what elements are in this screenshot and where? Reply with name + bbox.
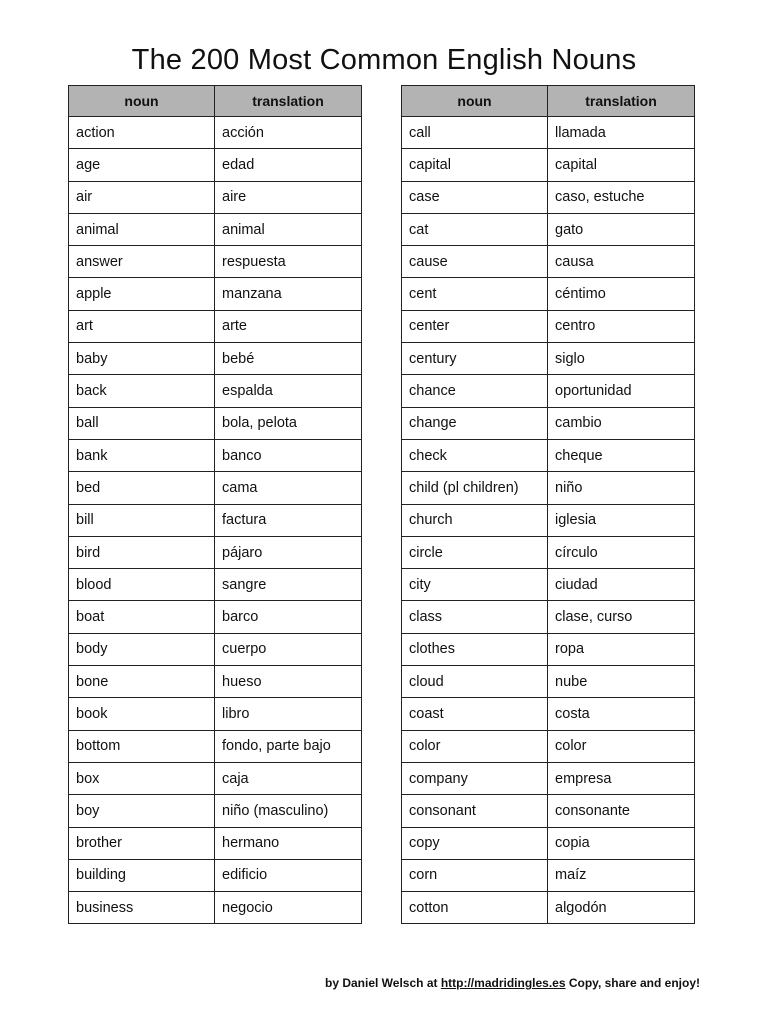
translation-cell: capital [548,149,695,181]
translation-cell: consonante [548,795,695,827]
table-row [402,310,695,342]
translation-cell: céntimo [548,278,695,310]
table-row [402,795,695,827]
noun-cell: bird [69,536,215,568]
noun-cell: class [402,601,548,633]
noun-cell: body [69,633,215,665]
table-row [402,762,695,794]
noun-cell: bank [69,439,215,471]
noun-cell: building [69,859,215,891]
table-row [402,827,695,859]
table-row [402,698,695,730]
noun-cell: air [69,181,215,213]
translation-cell: animal [215,213,362,245]
table-row [69,278,362,310]
table-row [69,536,362,568]
translation-cell: niño (masculino) [215,795,362,827]
table-row [402,730,695,762]
noun-cell: case [402,181,548,213]
translation-cell: cuerpo [215,633,362,665]
translation-cell: copia [548,827,695,859]
table-row [69,569,362,601]
noun-cell: check [402,439,548,471]
noun-cell: boy [69,795,215,827]
noun-cell: boat [69,601,215,633]
noun-cell: bottom [69,730,215,762]
noun-cell: corn [402,859,548,891]
table-row [402,439,695,471]
translation-header: translation [548,86,695,117]
table-row [69,117,362,149]
table-row [69,181,362,213]
table-row [402,117,695,149]
table-row [402,149,695,181]
noun-cell: cloud [402,666,548,698]
noun-table-left [68,85,362,924]
table-row [69,407,362,439]
noun-cell: business [69,892,215,924]
noun-cell: color [402,730,548,762]
translation-cell: libro [215,698,362,730]
table-row [69,472,362,504]
translation-cell: edad [215,149,362,181]
translation-cell: causa [548,246,695,278]
noun-cell: blood [69,569,215,601]
translation-cell: iglesia [548,504,695,536]
noun-cell: age [69,149,215,181]
table-row [69,149,362,181]
table-header-row [402,86,695,117]
noun-cell: cause [402,246,548,278]
translation-cell: nube [548,666,695,698]
noun-cell: apple [69,278,215,310]
table-row [402,536,695,568]
translation-cell: factura [215,504,362,536]
translation-cell: ciudad [548,569,695,601]
noun-cell: clothes [402,633,548,665]
translation-cell: clase, curso [548,601,695,633]
table-row [69,859,362,891]
translation-cell: cambio [548,407,695,439]
noun-cell: brother [69,827,215,859]
noun-cell: box [69,762,215,794]
table-row [69,827,362,859]
translation-header: translation [215,86,362,117]
noun-cell: art [69,310,215,342]
noun-header: noun [402,86,548,117]
table-row [402,859,695,891]
noun-cell: call [402,117,548,149]
table-row [402,343,695,375]
translation-cell: edificio [215,859,362,891]
translation-cell: hermano [215,827,362,859]
translation-cell: oportunidad [548,375,695,407]
translation-cell: barco [215,601,362,633]
noun-cell: coast [402,698,548,730]
table-row [402,504,695,536]
table-row [69,213,362,245]
translation-cell: hueso [215,666,362,698]
noun-cell: back [69,375,215,407]
noun-header: noun [69,86,215,117]
table-row [69,246,362,278]
noun-cell: circle [402,536,548,568]
noun-cell: bed [69,472,215,504]
noun-cell: century [402,343,548,375]
table-body [69,117,362,924]
table-row [402,569,695,601]
translation-cell: manzana [215,278,362,310]
table-row [402,892,695,924]
translation-cell: color [548,730,695,762]
noun-cell: answer [69,246,215,278]
translation-cell: acción [215,117,362,149]
translation-cell: banco [215,439,362,471]
noun-cell: ball [69,407,215,439]
translation-cell: bola, pelota [215,407,362,439]
table-row [69,892,362,924]
table-row [69,666,362,698]
translation-cell: gato [548,213,695,245]
table-row [402,666,695,698]
noun-cell: city [402,569,548,601]
table-row [402,278,695,310]
noun-cell: copy [402,827,548,859]
translation-cell: espalda [215,375,362,407]
noun-cell: capital [402,149,548,181]
noun-cell: baby [69,343,215,375]
table-row [402,472,695,504]
footer-suffix: Copy, share and enjoy! [565,976,700,990]
noun-cell: center [402,310,548,342]
translation-cell: aire [215,181,362,213]
table-row [69,343,362,375]
translation-cell: siglo [548,343,695,375]
noun-cell: action [69,117,215,149]
noun-cell: chance [402,375,548,407]
table-row [69,730,362,762]
noun-cell: book [69,698,215,730]
table-row [69,633,362,665]
translation-cell: cheque [548,439,695,471]
table-row [69,375,362,407]
table-row [402,246,695,278]
translation-cell: costa [548,698,695,730]
table-row [402,375,695,407]
translation-cell: llamada [548,117,695,149]
noun-cell: cent [402,278,548,310]
translation-cell: cama [215,472,362,504]
translation-cell: niño [548,472,695,504]
footer-prefix: by Daniel Welsch at [325,976,441,990]
table-row [402,601,695,633]
translation-cell: círculo [548,536,695,568]
translation-cell: bebé [215,343,362,375]
table-row [402,633,695,665]
table-row [69,310,362,342]
noun-cell: child (pl children) [402,472,548,504]
table-row [69,439,362,471]
translation-cell: ropa [548,633,695,665]
footer-credit [325,976,700,990]
translation-cell: caja [215,762,362,794]
table-row [69,601,362,633]
translation-cell: fondo, parte bajo [215,730,362,762]
translation-cell: sangre [215,569,362,601]
noun-cell: consonant [402,795,548,827]
table-row [69,795,362,827]
table-row [69,504,362,536]
translation-cell: empresa [548,762,695,794]
website-link[interactable]: http://madridingles.es [440,976,566,990]
translation-cell: maíz [548,859,695,891]
noun-cell: bone [69,666,215,698]
translation-cell: negocio [215,892,362,924]
translation-cell: respuesta [215,246,362,278]
table-row [69,762,362,794]
noun-table-right [401,85,695,924]
noun-cell: animal [69,213,215,245]
noun-cell: cotton [402,892,548,924]
noun-cell: church [402,504,548,536]
table-header-row [69,86,362,117]
noun-cell: company [402,762,548,794]
noun-cell: cat [402,213,548,245]
table-row [402,407,695,439]
noun-cell: bill [69,504,215,536]
table-row [69,698,362,730]
table-body [402,117,695,924]
translation-cell: centro [548,310,695,342]
translation-cell: pájaro [215,536,362,568]
noun-cell: change [402,407,548,439]
translation-cell: caso, estuche [548,181,695,213]
translation-cell: algodón [548,892,695,924]
translation-cell: arte [215,310,362,342]
table-row [402,181,695,213]
table-row [402,213,695,245]
page-title: The 200 Most Common English Nouns [131,44,637,76]
